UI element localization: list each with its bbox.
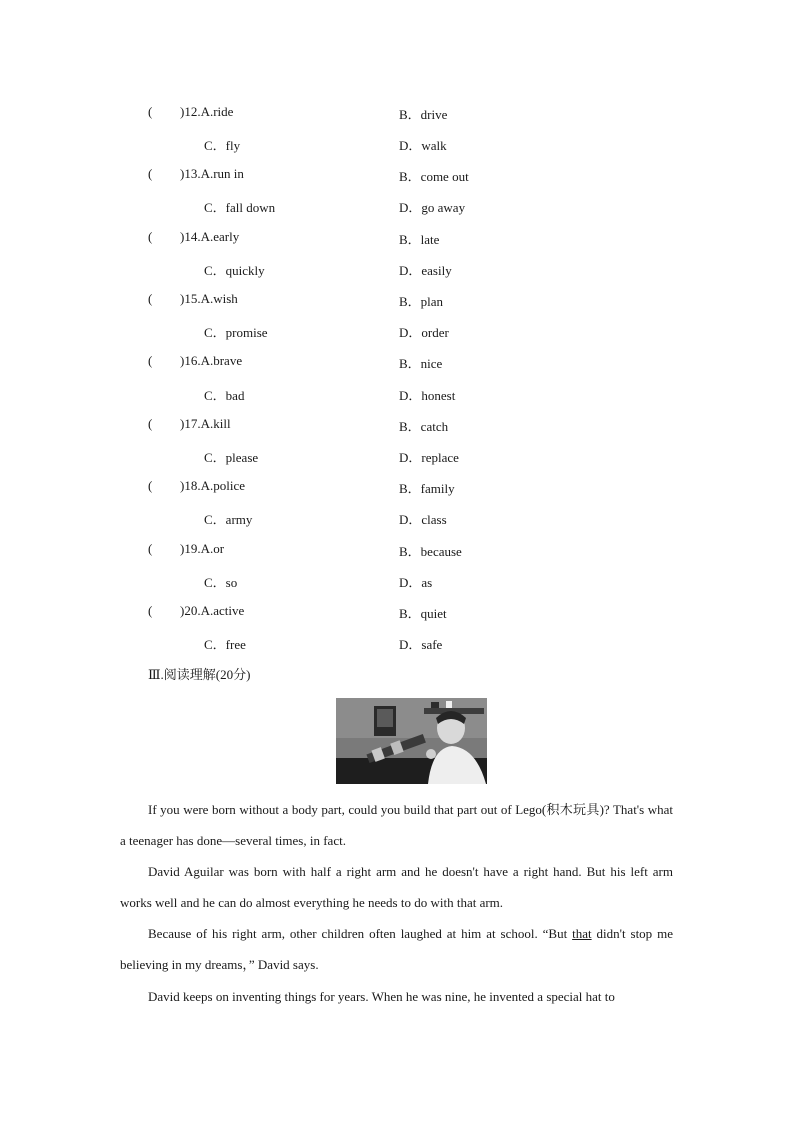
option-b: B．quiet [399,606,447,621]
passage-paragraph-4 [120,981,673,1012]
answer-blank[interactable]: ( [148,353,153,368]
option-c: C．fly [204,138,241,153]
option-b: B．nice [399,356,443,371]
option-a: )14.A.early [180,229,240,244]
option-a: )18.A.police [180,478,245,493]
answer-blank[interactable]: ( [148,166,153,181]
option-c: C．please [204,450,259,465]
option-d: D．go away [399,200,466,215]
option-b: B．family [399,481,455,496]
option-d: D．order [399,325,449,340]
option-b: B．come out [399,169,469,184]
option-a: )19.A.or [180,541,225,556]
option-c: C．bad [204,388,245,403]
option-a: )15.A.wish [180,291,238,306]
option-b: B．because [399,544,462,559]
option-c: C．so [204,575,238,590]
answer-blank[interactable]: ( [148,541,153,556]
option-b: B．drive [399,107,448,122]
option-d: D．class [399,512,447,527]
passage-paragraph-3 [120,918,673,980]
option-d: D．safe [399,637,443,652]
option-d: D．honest [399,388,456,403]
paragraph-text-after: didn't stop me believing in my dreams，” David says. [120,926,673,972]
option-b: B．catch [399,419,449,434]
option-a: )13.A.run in [180,166,244,181]
option-a: )12.A.ride [180,104,234,119]
option-d: D．easily [399,263,452,278]
paragraph-text: David Aguilar was born with half a right arm and he doesn't have a right hand. But his left arm works well and he can do almost everything he needs to do with that arm. [120,864,673,910]
answer-blank[interactable]: ( [148,291,153,306]
section-title: Ⅲ.阅读理解(20分) [148,667,251,682]
option-c: C．promise [204,325,268,340]
option-d: D．walk [399,138,447,153]
passage-paragraph-1 [120,794,673,856]
option-a: )17.A.kill [180,416,231,431]
answer-blank[interactable]: ( [148,104,153,119]
passage-photo [336,698,487,784]
photo-illustration [336,698,487,784]
paragraph-text: If you were born without a body part, could you build that part out of Lego(积木玩具)? That's what a teenager has done—several times, in fact. [120,802,673,848]
underlined-word: that [572,926,592,941]
option-c: C．fall down [204,200,276,215]
option-b: B．plan [399,294,444,309]
option-a: )16.A.brave [180,353,243,368]
paragraph-text: David keeps on inventing things for years. When he was nine, he invented a special hat to [148,989,615,1004]
option-c: C．free [204,637,246,652]
option-a: )20.A.active [180,603,245,618]
option-b: B．late [399,232,440,247]
answer-blank[interactable]: ( [148,478,153,493]
answer-blank[interactable]: ( [148,229,153,244]
option-c: C．army [204,512,253,527]
option-d: D．replace [399,450,459,465]
passage-paragraph-2 [120,856,673,918]
option-d: D．as [399,575,433,590]
answer-blank[interactable]: ( [148,603,153,618]
paragraph-text-before: Because of his right arm, other children often laughed at him at school. “But [148,926,573,941]
answer-blank[interactable]: ( [148,416,153,431]
option-c: C．quickly [204,263,265,278]
